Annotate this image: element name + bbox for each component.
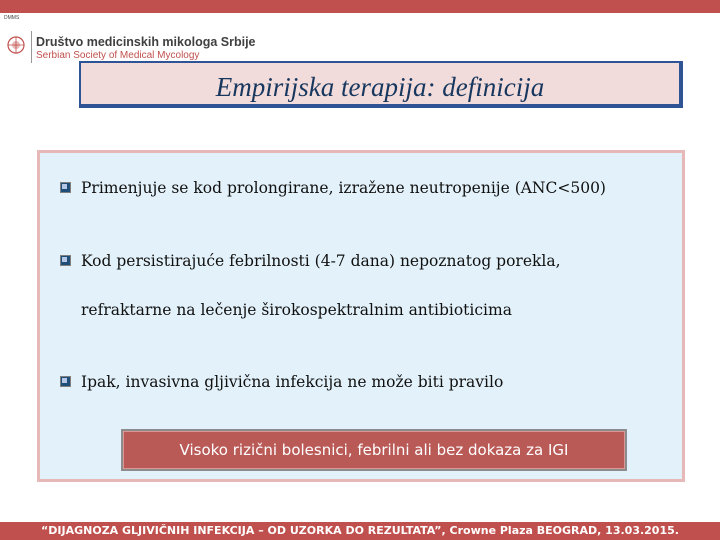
bullet-icon [60,182,71,193]
title-box [79,61,683,108]
footer-bar [0,522,720,540]
bullet-text: Ipak, invasivna gljivična infekcija ne može biti pravilo [81,373,504,391]
bullet-text: Primenjuje se kod prolongirane, izražene neutropenije (ANC<500) [81,179,606,197]
header [0,13,720,61]
footer-text: “DIJAGNOZA GLJIVIČNIH INFEKCIJA – OD UZORKA DO REZULTATA”, Crowne Plaza BEOGRAD, 13.03.2015. [41,524,679,537]
bullet-text: Kod persistirajuće febrilnosti (4-7 dana) nepoznatog porekla, [81,252,561,270]
bullet-continuation: refraktarne na lečenje širokospektralnim antibioticima [81,301,512,319]
logo-label: DMMS [4,15,20,21]
organization-name: Društvo medicinskih mikologa Srbije [36,35,256,49]
top-accent-bar [0,0,720,13]
slide-title: Empirijska terapija: definicija [215,72,545,102]
bullet-icon [60,255,71,266]
header-divider [31,31,32,63]
bullet-item [60,179,606,197]
callout-text: Visoko rizični bolesnici, febrilni ali bez dokaza za IGI [179,441,569,459]
society-logo [4,29,28,63]
bullet-icon [60,376,71,387]
bullet-item [60,252,561,270]
callout-box [121,429,627,471]
organization-subtitle: Serbian Society of Medical Mycology [36,50,200,61]
bullet-item [60,373,503,391]
